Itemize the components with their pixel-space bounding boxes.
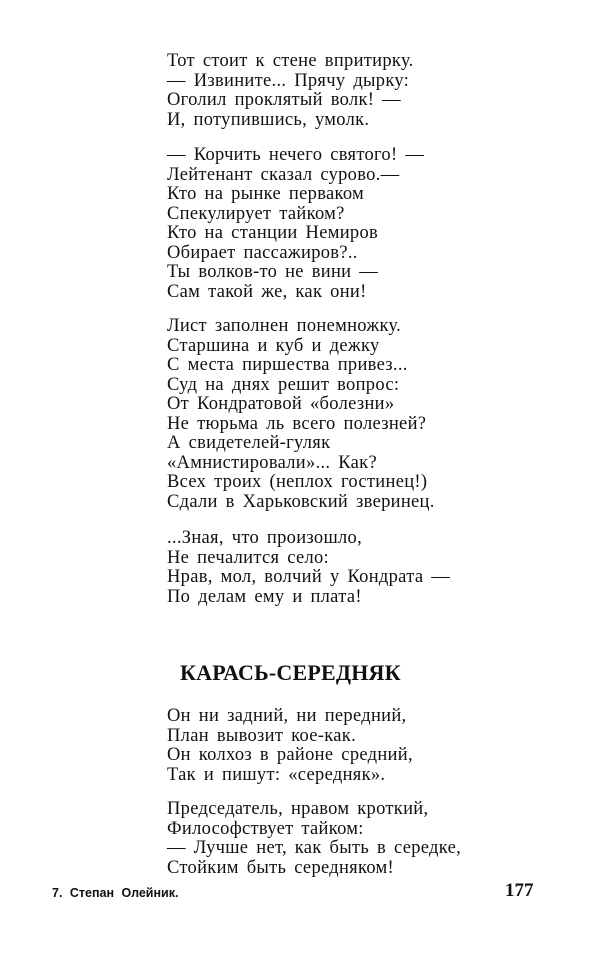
stanza: [167, 707, 413, 785]
verse-line: Ты волков-то не вини —: [167, 262, 379, 282]
verse-line: Философствует тайком:: [167, 818, 364, 839]
verse-line: — Лучше нет, как быть в середке,: [167, 838, 462, 858]
verse-line: — Извините... Прячу дырку:: [167, 70, 410, 91]
verse-line: ...Зная, что произошло,: [167, 528, 363, 548]
verse-line: Лейтенант сказал сурово.—: [167, 164, 400, 185]
verse-line: Не печалится село:: [167, 547, 329, 568]
verse-line: Так и пишут: «середняк».: [167, 764, 386, 785]
verse-line: — Корчить нечего святого! —: [167, 145, 425, 165]
verse-line: Суд на днях решит вопрос:: [167, 374, 400, 395]
verse-line: Кто на рынке перваком: [167, 184, 365, 204]
verse-line: Сам такой же, как они!: [167, 281, 367, 302]
verse-line: Он ни задний, ни передний,: [167, 706, 407, 726]
verse-line: Он колхоз в районе средний,: [167, 745, 413, 765]
signature-mark: 7. Степан Олейник.: [52, 886, 179, 900]
verse-line: Стойким быть середняком!: [167, 857, 394, 878]
verse-line: По делам ему и плата!: [167, 586, 362, 607]
verse-line: Всех троих (неплох гостинец!): [167, 472, 428, 492]
verse-line: Обирает пассажиров?..: [167, 242, 358, 263]
verse-line: Лист заполнен понемножку.: [167, 316, 402, 336]
verse-line: Сдали в Харьковский зверинец.: [167, 491, 435, 512]
stanza: [167, 800, 461, 878]
verse-line: Старшина и куб и дежку: [167, 335, 380, 356]
verse-line: Председатель, нравом кроткий,: [167, 799, 429, 819]
verse-line: «Амнистировали»... Как?: [167, 452, 377, 473]
verse-line: Спекулирует тайком?: [167, 203, 345, 224]
verse-line: И, потупившись, умолк.: [167, 109, 370, 130]
stanza: [167, 52, 414, 130]
page-number: 177: [505, 880, 534, 901]
verse-line: С места пиршества привез...: [167, 355, 408, 375]
verse-line: Нрав, мол, волчий у Кондрата —: [167, 567, 451, 587]
stanza: [167, 146, 424, 302]
verse-line: А свидетелей-гуляк: [167, 433, 331, 453]
verse-line: От Кондратовой «болезни»: [167, 394, 395, 414]
poem-title: КАРАСЬ-СЕРЕДНЯК: [180, 660, 401, 685]
stanza: [167, 529, 450, 607]
verse-line: Кто на станции Немиров: [167, 223, 379, 243]
stanza: [167, 317, 435, 512]
verse-line: Не тюрьма ль всего полезней?: [167, 413, 427, 434]
verse-line: Тот стоит к стене впритирку.: [167, 51, 414, 71]
verse-line: Оголил проклятый волк! —: [167, 90, 401, 110]
verse-line: План вывозит кое-как.: [167, 725, 356, 746]
